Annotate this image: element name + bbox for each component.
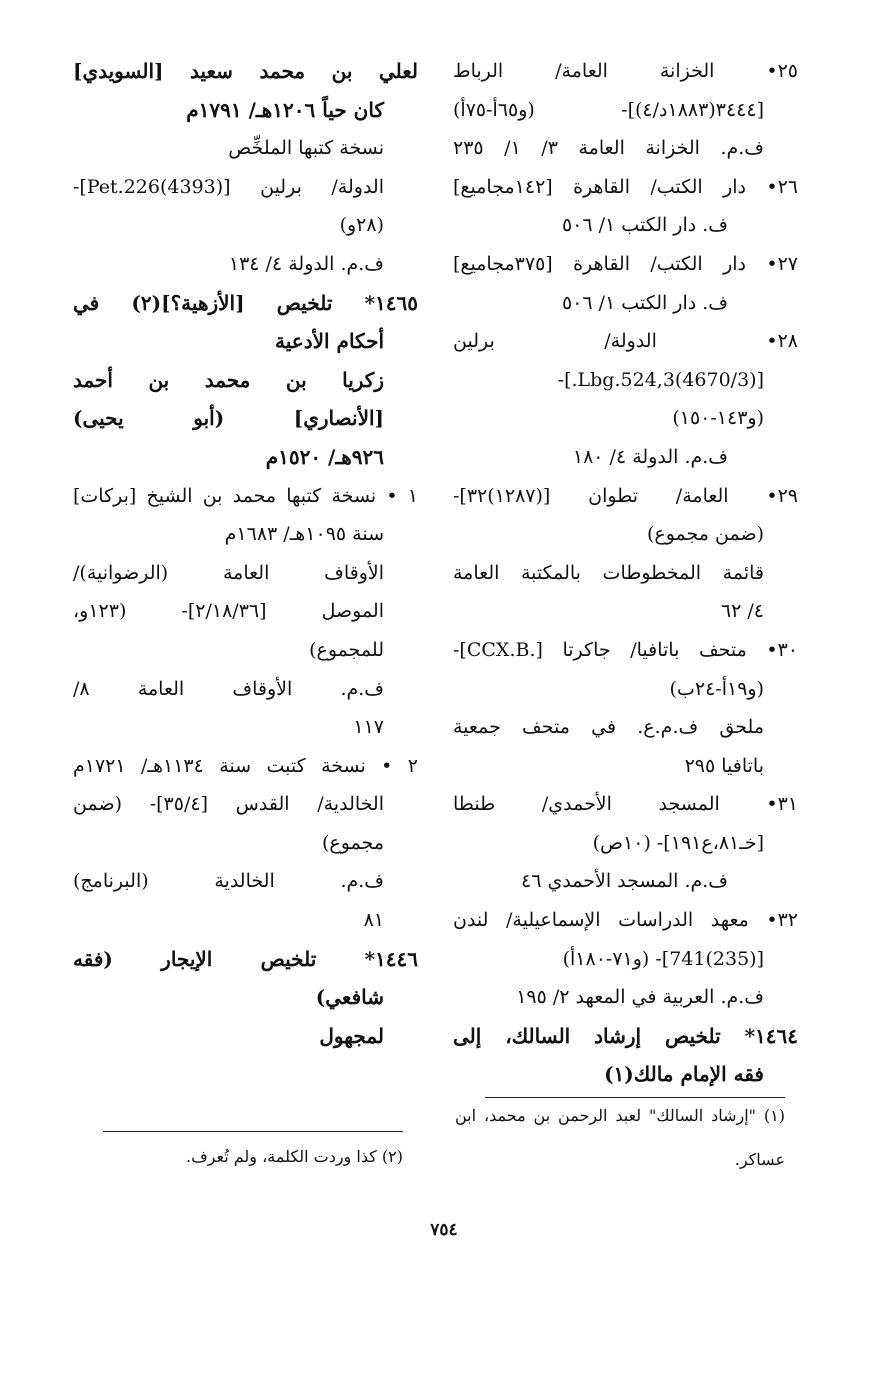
footnote: (١) "إرشاد السالك" لعبد الرحمن بن محمد، ابن	[455, 1106, 785, 1125]
entry-line: ٢٧• دار الكتب/ القاهرة [٣٧٥مجاميع]	[453, 252, 798, 275]
entry-title: ١٤٤٦* تلخيص الإيجار (فقه	[73, 946, 418, 971]
entry-line: ٢٩• العامة/ تطوان [(١٢٨٧)٣٢]-	[453, 484, 798, 507]
right-column	[453, 52, 798, 1094]
footnote: عساكر.	[734, 1150, 785, 1169]
entry-line: نسخة كتبها الملخِّص	[228, 137, 384, 160]
entry-line: ف.م. الدولة ٤/ ١٨٠	[572, 445, 728, 468]
entry-line: (و١٩أ-٢٤ب)	[669, 677, 764, 700]
entry-author: لمجهول	[319, 1023, 384, 1048]
entry-line: باتافيا ٢٩٥	[684, 754, 764, 777]
entry-line: [خـ٨١،ع١٩١]- (١٠ص)	[592, 831, 764, 854]
entry-line: الخالدية/ القدس [٣٥/٤]- (ضمن	[73, 793, 384, 816]
entry-line: الموصل [٢/١٨/٣٦]- (١٢٣و،	[73, 600, 384, 623]
entry-line: [٣٤٤٤(١٨٨٣د/٤)]- (و٦٥أ-٧٥أ)	[453, 98, 764, 121]
entry-line: ف.م. الأوقاف العامة ٨/	[73, 677, 384, 700]
entry-line: ف. دار الكتب ١/ ٥٠٦	[561, 214, 728, 237]
entry-line: مجموع)	[322, 831, 384, 854]
entry-author: زكريا بن محمد بن أحمد	[73, 367, 384, 392]
entry-author: كان حياً ١٢٠٦هـ/ ١٧٩١م	[186, 97, 384, 122]
entry-author: ٩٢٦هـ/ ١٥٢٠م	[265, 444, 384, 469]
entry-title: ١٤٦٥* تلخيص [الأزهية؟](٢) في	[73, 290, 418, 315]
entry-line: ف.م. العربية في المعهد ٢/ ١٩٥	[516, 986, 764, 1009]
entry-line: ٣٠• متحف باتافيا/ جاكرتا [.CCX.B]-	[453, 638, 798, 661]
entry-line: ١ • نسخة كتبها محمد بن الشيخ [بركات]	[73, 484, 418, 507]
entry-line: ف.م. الخزانة العامة ٣/ ١/ ٢٣٥	[453, 137, 764, 160]
entry-line: ف.م. الدولة ٤/ ١٣٤	[228, 252, 384, 275]
entry-title: ١٤٦٤* تلخيص إرشاد السالك، إلى	[453, 1023, 798, 1048]
page-number: ٧٥٤	[430, 1220, 458, 1240]
entry-line: ف.م. الخالدية (البرنامج)	[73, 870, 384, 893]
entry-author: [الأنصاري] (أبو يحيى)	[73, 406, 384, 431]
entry-line: ٢٨• الدولة/ برلين	[453, 330, 798, 353]
entry-line: (و١٤٣-١٥٠)	[672, 407, 764, 430]
left-column	[73, 52, 418, 1055]
entry-author: لعلي بن محمد سعيد [السويدي]	[73, 59, 418, 83]
entry-title: أحكام الأدعية	[275, 329, 384, 354]
entry-line: ٢٥• الخزانة العامة/ الرباط	[453, 60, 798, 82]
entry-line: ٢ • نسخة كتبت سنة ١١٣٤هـ/ ١٧٢١م	[73, 754, 418, 777]
footnote-divider	[103, 1131, 403, 1132]
entry-line: الدولة/ برلين [(4393)Pet.226]-	[73, 175, 384, 198]
entry-line: ٣١• المسجد الأحمدي/ طنطا	[453, 793, 798, 816]
entry-line: ملحق ف.م.ع. في متحف جمعية	[453, 716, 764, 739]
entry-line: ف. دار الكتب ١/ ٥٠٦	[561, 291, 728, 314]
entry-line: [(235)741]- (و٧١-١٨٠أ)	[562, 947, 764, 970]
entry-line: ٨١	[363, 909, 384, 932]
entry-line: ٢٦• دار الكتب/ القاهرة [١٤٢مجاميع]	[453, 175, 798, 198]
entry-title: شافعي)	[315, 985, 384, 1010]
entry-line: ١١٧	[353, 716, 384, 739]
entry-line: للمجموع)	[309, 638, 384, 661]
entry-title: فقه الإمام مالك(١)	[604, 1062, 764, 1087]
entry-line: (٢٨و)	[339, 214, 384, 237]
entry-line: سنة ١٠٩٥هـ/ ١٦٨٣م	[224, 523, 384, 546]
entry-line: (ضمن مجموع)	[646, 523, 764, 546]
entry-line: [(4670/3)Lbg.524,3.]-	[557, 368, 764, 391]
entry-line: الأوقاف العامة (الرضوانية)/	[73, 561, 384, 584]
entry-line: ٣٢• معهد الدراسات الإسماعيلية/ لندن	[453, 909, 798, 932]
footnote: (٢) كذا وردت الكلمة، ولم تُعرف.	[186, 1147, 403, 1166]
entry-line: ٤/ ٦٢	[720, 600, 764, 623]
entry-line: ف.م. المسجد الأحمدي ٤٦	[520, 870, 728, 893]
entry-line: قائمة المخطوطات بالمكتبة العامة	[453, 561, 764, 584]
